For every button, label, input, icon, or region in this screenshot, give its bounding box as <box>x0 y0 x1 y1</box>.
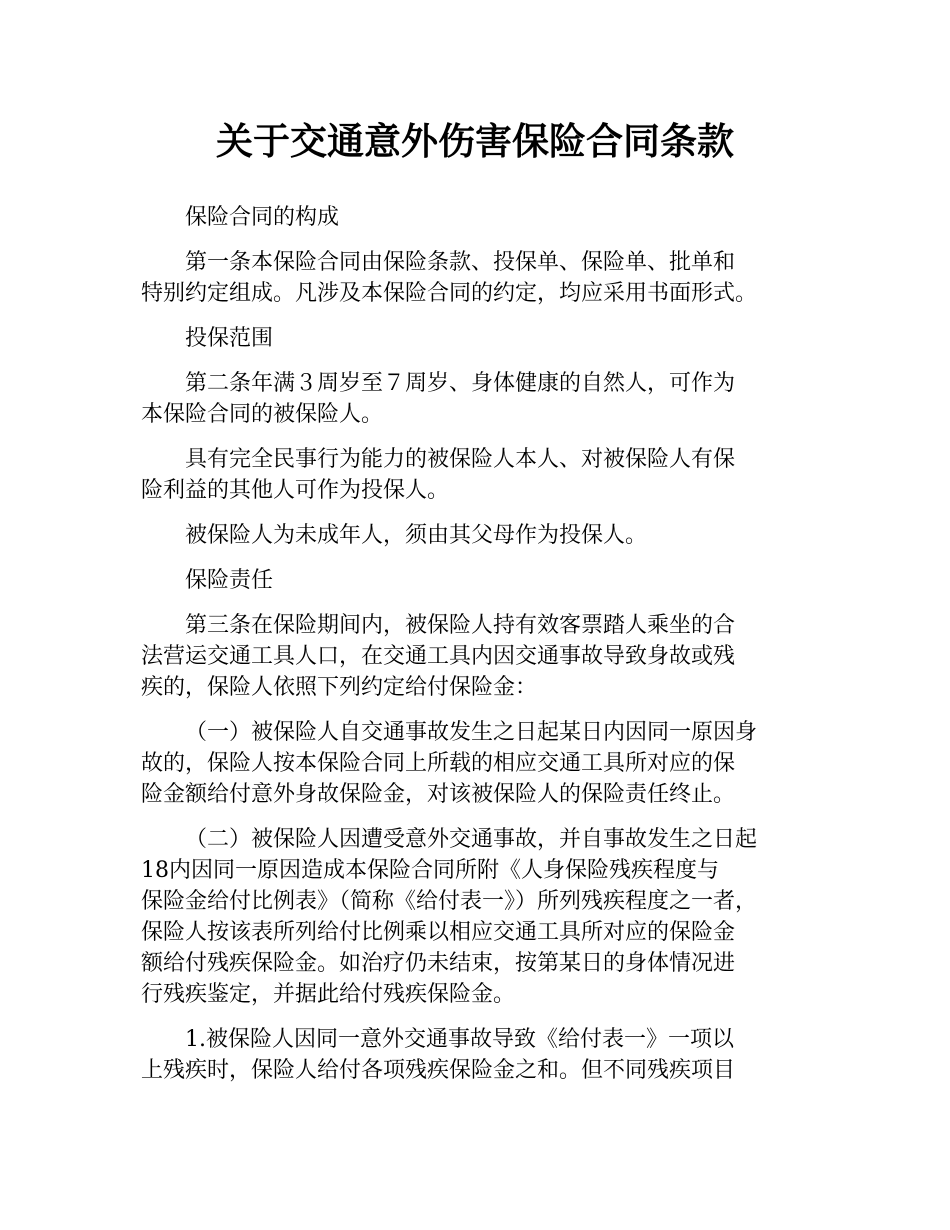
text-line: 故的，保险人按本保险合同上所载的相应交通工具所对应的保 <box>141 751 736 776</box>
text-line: （二）被保险人因遭受意外交通事故，并自事故发生之日起 <box>185 827 758 852</box>
text-line: 被保险人为未成年人，须由其父母作为投保人。 <box>185 523 648 548</box>
text-line: 第二条年满３周岁至７周岁、身体健康的自然人，可作为 <box>185 371 736 396</box>
paragraph <box>141 565 816 596</box>
text-line: 上残疾时，保险人给付各项残疾保险金之和。但不同残疾项目 <box>141 1058 736 1083</box>
paragraph <box>141 323 816 354</box>
text-line: 投保范围 <box>185 326 274 351</box>
paragraph <box>141 717 816 810</box>
text-line: 险利益的其他人可作为投保人。 <box>141 478 450 503</box>
text-line: 保险合同的构成 <box>185 205 340 230</box>
text-line: 18内因同一原因造成本保险合同所附《人身保险残疾程度与 <box>141 858 719 883</box>
paragraph <box>141 247 816 309</box>
text-line: 保险金给付比例表》（简称《给付表一》）所列残疾程度之一者， <box>141 889 758 914</box>
document-title: 关于交通意外伤害保险合同条款 <box>216 120 734 163</box>
paragraph <box>141 202 816 233</box>
text-line: （一）被保险人自交通事故发生之日起某日内因同一原因身 <box>185 720 758 745</box>
paragraph <box>141 824 816 1010</box>
text-line: 保险人按该表所列给付比例乘以相应交通工具所对应的保险金 <box>141 920 736 945</box>
text-line: 行残疾鉴定，并据此给付残疾保险金。 <box>141 982 516 1007</box>
text-line: 疾的，保险人依照下列约定给付保险金： <box>141 675 538 700</box>
text-line: 特别约定组成。凡涉及本保险合同的约定，均应采用书面形式。 <box>141 281 758 306</box>
paragraph <box>141 368 816 430</box>
paragraph <box>141 610 816 703</box>
paragraph <box>141 520 816 551</box>
text-line: 第三条在保险期间内，被保险人持有效客票踏人乘坐的合 <box>185 613 736 638</box>
paragraph <box>141 1024 816 1086</box>
text-line: 险金额给付意外身故保险金，对该被保险人的保险责任终止。 <box>141 782 736 807</box>
text-line: 保险责任 <box>185 568 274 593</box>
text-line: 1.被保险人因同一意外交通事故导致《给付表一》一项以 <box>185 1027 734 1052</box>
document-body <box>141 202 816 1100</box>
text-line: 本保险合同的被保险人。 <box>141 402 384 427</box>
paragraph <box>141 444 816 506</box>
text-line: 额给付残疾保险金。如治疗仍未结束，按第某日的身体情况进 <box>141 951 736 976</box>
text-line: 法营运交通工具人口，在交通工具内因交通事故导致身故或残 <box>141 644 736 669</box>
text-line: 第一条本保险合同由保险条款、投保单、保险单、批单和 <box>185 250 736 275</box>
text-line: 具有完全民事行为能力的被保险人本人、对被保险人有保 <box>185 447 736 472</box>
